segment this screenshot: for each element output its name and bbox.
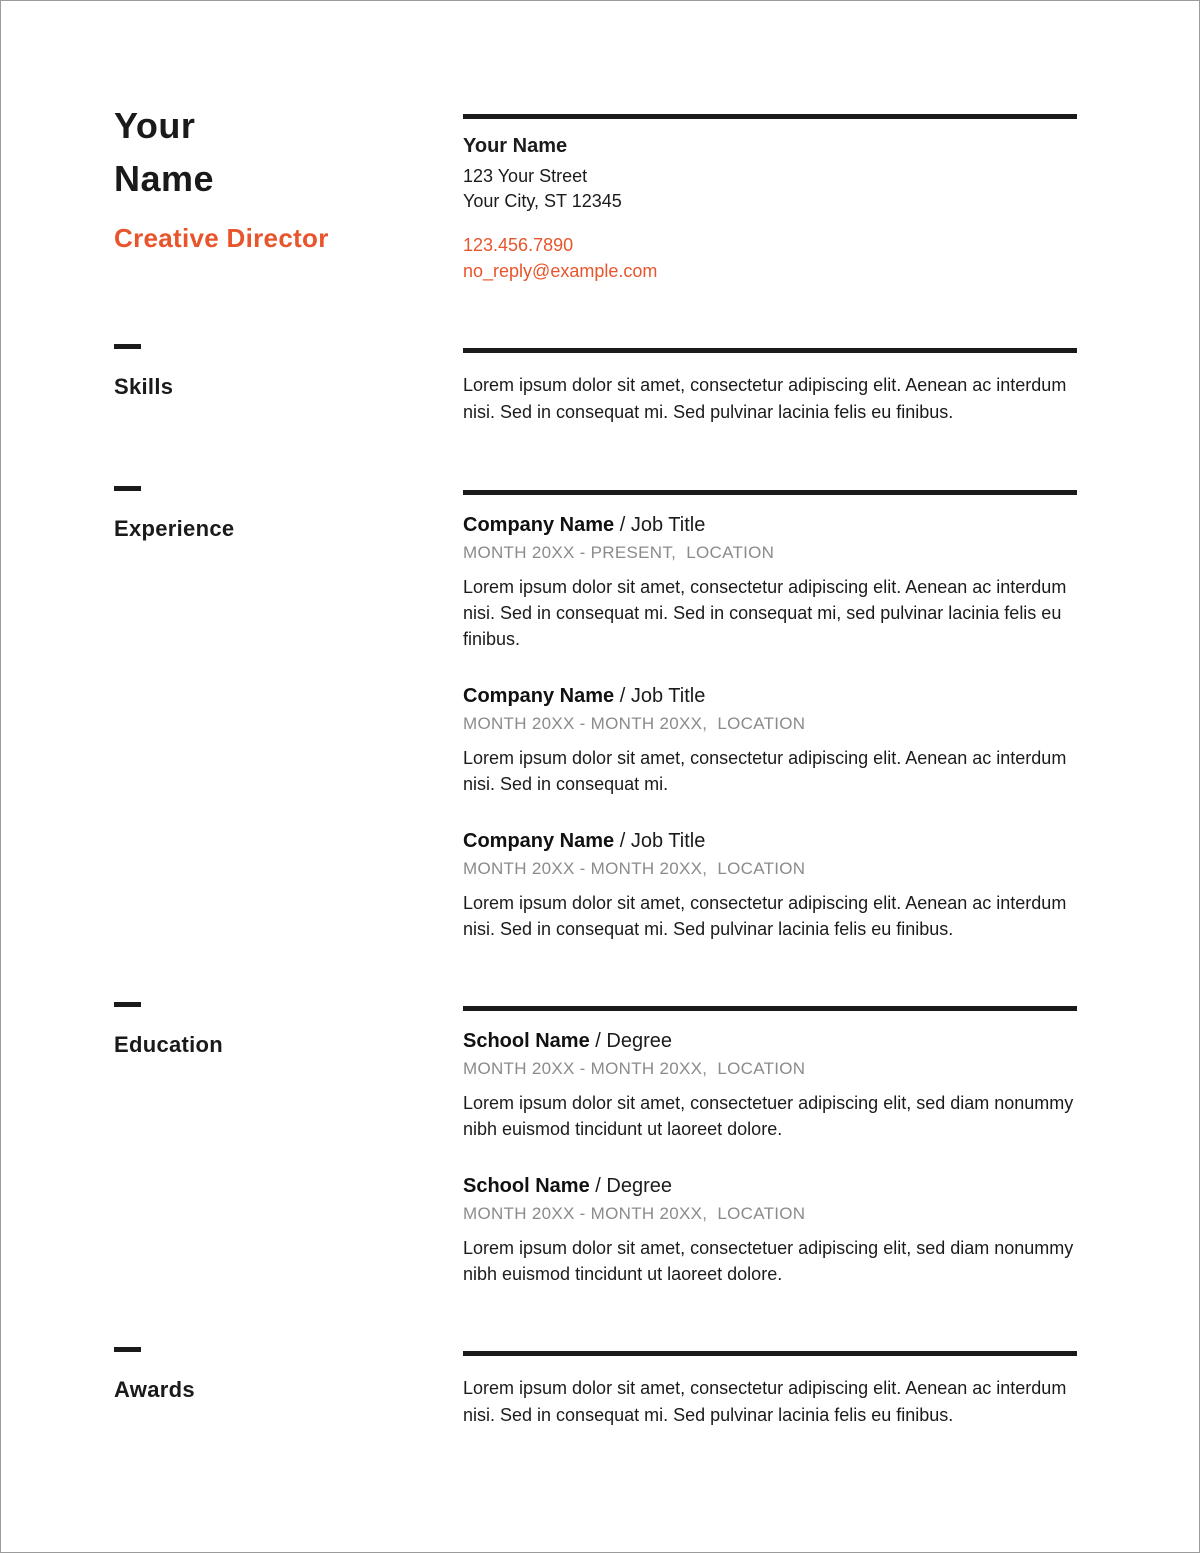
company-name: Company Name <box>463 685 615 707</box>
skills-heading-column <box>114 344 463 426</box>
education-entry <box>463 1029 1077 1142</box>
entry-description: Lorem ipsum dolor sit amet, consectetur adipiscing elit. Aenean ac interdum nisi. Sed in consequat mi. <box>463 748 1067 794</box>
company-name: Company Name <box>463 830 615 852</box>
degree-text: Degree <box>606 1175 672 1197</box>
experience-entries <box>463 513 1077 942</box>
contact-name: Your Name <box>463 135 568 157</box>
title-separator: / <box>595 1030 601 1052</box>
section-dash <box>114 1002 141 1007</box>
name-line-2: Name <box>114 158 215 199</box>
entry-dates-location: MONTH 20XX - MONTH 20XX, LOCATION <box>463 714 806 733</box>
section-divider-rule <box>463 1006 1077 1011</box>
entry-dates-location: MONTH 20XX - MONTH 20XX, LOCATION <box>463 1204 806 1223</box>
entry-title <box>463 684 1077 709</box>
title-separator: / <box>619 830 626 852</box>
skills-content-column <box>463 344 1077 426</box>
education-heading-column <box>114 1002 463 1287</box>
job-title-text: Job Title <box>630 514 706 536</box>
address-line-2: Your City, ST 12345 <box>463 191 622 211</box>
header-right-column <box>463 89 1077 284</box>
experience-content-column <box>463 486 1077 942</box>
section-skills <box>114 344 1077 426</box>
education-content-column <box>463 1002 1077 1287</box>
section-dash <box>114 344 141 349</box>
page-title <box>114 99 463 205</box>
experience-heading-column <box>114 486 463 942</box>
title-separator: / <box>619 685 626 707</box>
experience-entry <box>463 513 1077 652</box>
job-title-text: Job Title <box>630 685 706 707</box>
entry-description: Lorem ipsum dolor sit amet, consectetur adipiscing elit. Aenean ac interdum nisi. Sed in consequat mi. Sed in consequat mi, sed pulvinar lacinia felis eu finibus. <box>463 577 1067 649</box>
skills-body: Lorem ipsum dolor sit amet, consectetur adipiscing elit. Aenean ac interdum nisi. Sed in consequat mi. Sed pulvinar lacinia felis eu finibus. <box>463 375 1067 422</box>
title-separator: / <box>595 1175 601 1197</box>
phone-number: 123.456.7890 <box>463 235 574 255</box>
job-title: Creative Director <box>114 223 329 253</box>
section-dash <box>114 486 141 491</box>
title-separator: / <box>619 514 626 536</box>
entry-title <box>463 1174 1077 1199</box>
header-divider-rule <box>463 114 1077 119</box>
section-education <box>114 1002 1077 1287</box>
education-heading: Education <box>114 1032 224 1057</box>
awards-content-column <box>463 1347 1077 1429</box>
awards-heading: Awards <box>114 1377 195 1402</box>
entry-title <box>463 513 1077 538</box>
company-name: Company Name <box>463 514 615 536</box>
experience-entry <box>463 684 1077 797</box>
skills-heading: Skills <box>114 374 174 399</box>
school-name: School Name <box>463 1175 590 1197</box>
section-awards <box>114 1347 1077 1429</box>
section-divider-rule <box>463 348 1077 353</box>
experience-heading: Experience <box>114 516 235 541</box>
entry-title <box>463 829 1077 854</box>
contact-address <box>463 164 1077 214</box>
entry-description: Lorem ipsum dolor sit amet, consectetuer adipiscing elit, sed diam nonummy nibh euismod tincidunt ut laoreet dolore. <box>463 1093 1074 1139</box>
education-entries <box>463 1029 1077 1287</box>
contact-links <box>463 232 1077 284</box>
education-entry <box>463 1174 1077 1287</box>
section-dash <box>114 1347 141 1352</box>
email-address: no_reply@example.com <box>463 261 658 281</box>
entry-dates-location: MONTH 20XX - MONTH 20XX, LOCATION <box>463 859 806 878</box>
entry-title <box>463 1029 1077 1054</box>
job-title-text: Job Title <box>630 830 706 852</box>
header-left-column <box>114 89 463 284</box>
entry-dates-location: MONTH 20XX - PRESENT, LOCATION <box>463 543 775 562</box>
awards-body: Lorem ipsum dolor sit amet, consectetur adipiscing elit. Aenean ac interdum nisi. Sed in consequat mi. Sed pulvinar lacinia felis eu finibus. <box>463 1378 1067 1425</box>
entry-dates-location: MONTH 20XX - MONTH 20XX, LOCATION <box>463 1059 806 1078</box>
entry-description: Lorem ipsum dolor sit amet, consectetuer adipiscing elit, sed diam nonummy nibh euismod tincidunt ut laoreet dolore. <box>463 1238 1074 1284</box>
school-name: School Name <box>463 1030 590 1052</box>
section-divider-rule <box>463 1351 1077 1356</box>
degree-text: Degree <box>606 1030 672 1052</box>
entry-description: Lorem ipsum dolor sit amet, consectetur adipiscing elit. Aenean ac interdum nisi. Sed in consequat mi. Sed pulvinar lacinia felis eu finibus. <box>463 893 1067 939</box>
section-divider-rule <box>463 490 1077 495</box>
name-line-1: Your <box>114 105 196 146</box>
section-experience <box>114 486 1077 942</box>
resume-header <box>114 89 1077 284</box>
awards-heading-column <box>114 1347 463 1429</box>
experience-entry <box>463 829 1077 942</box>
address-line-1: 123 Your Street <box>463 166 588 186</box>
